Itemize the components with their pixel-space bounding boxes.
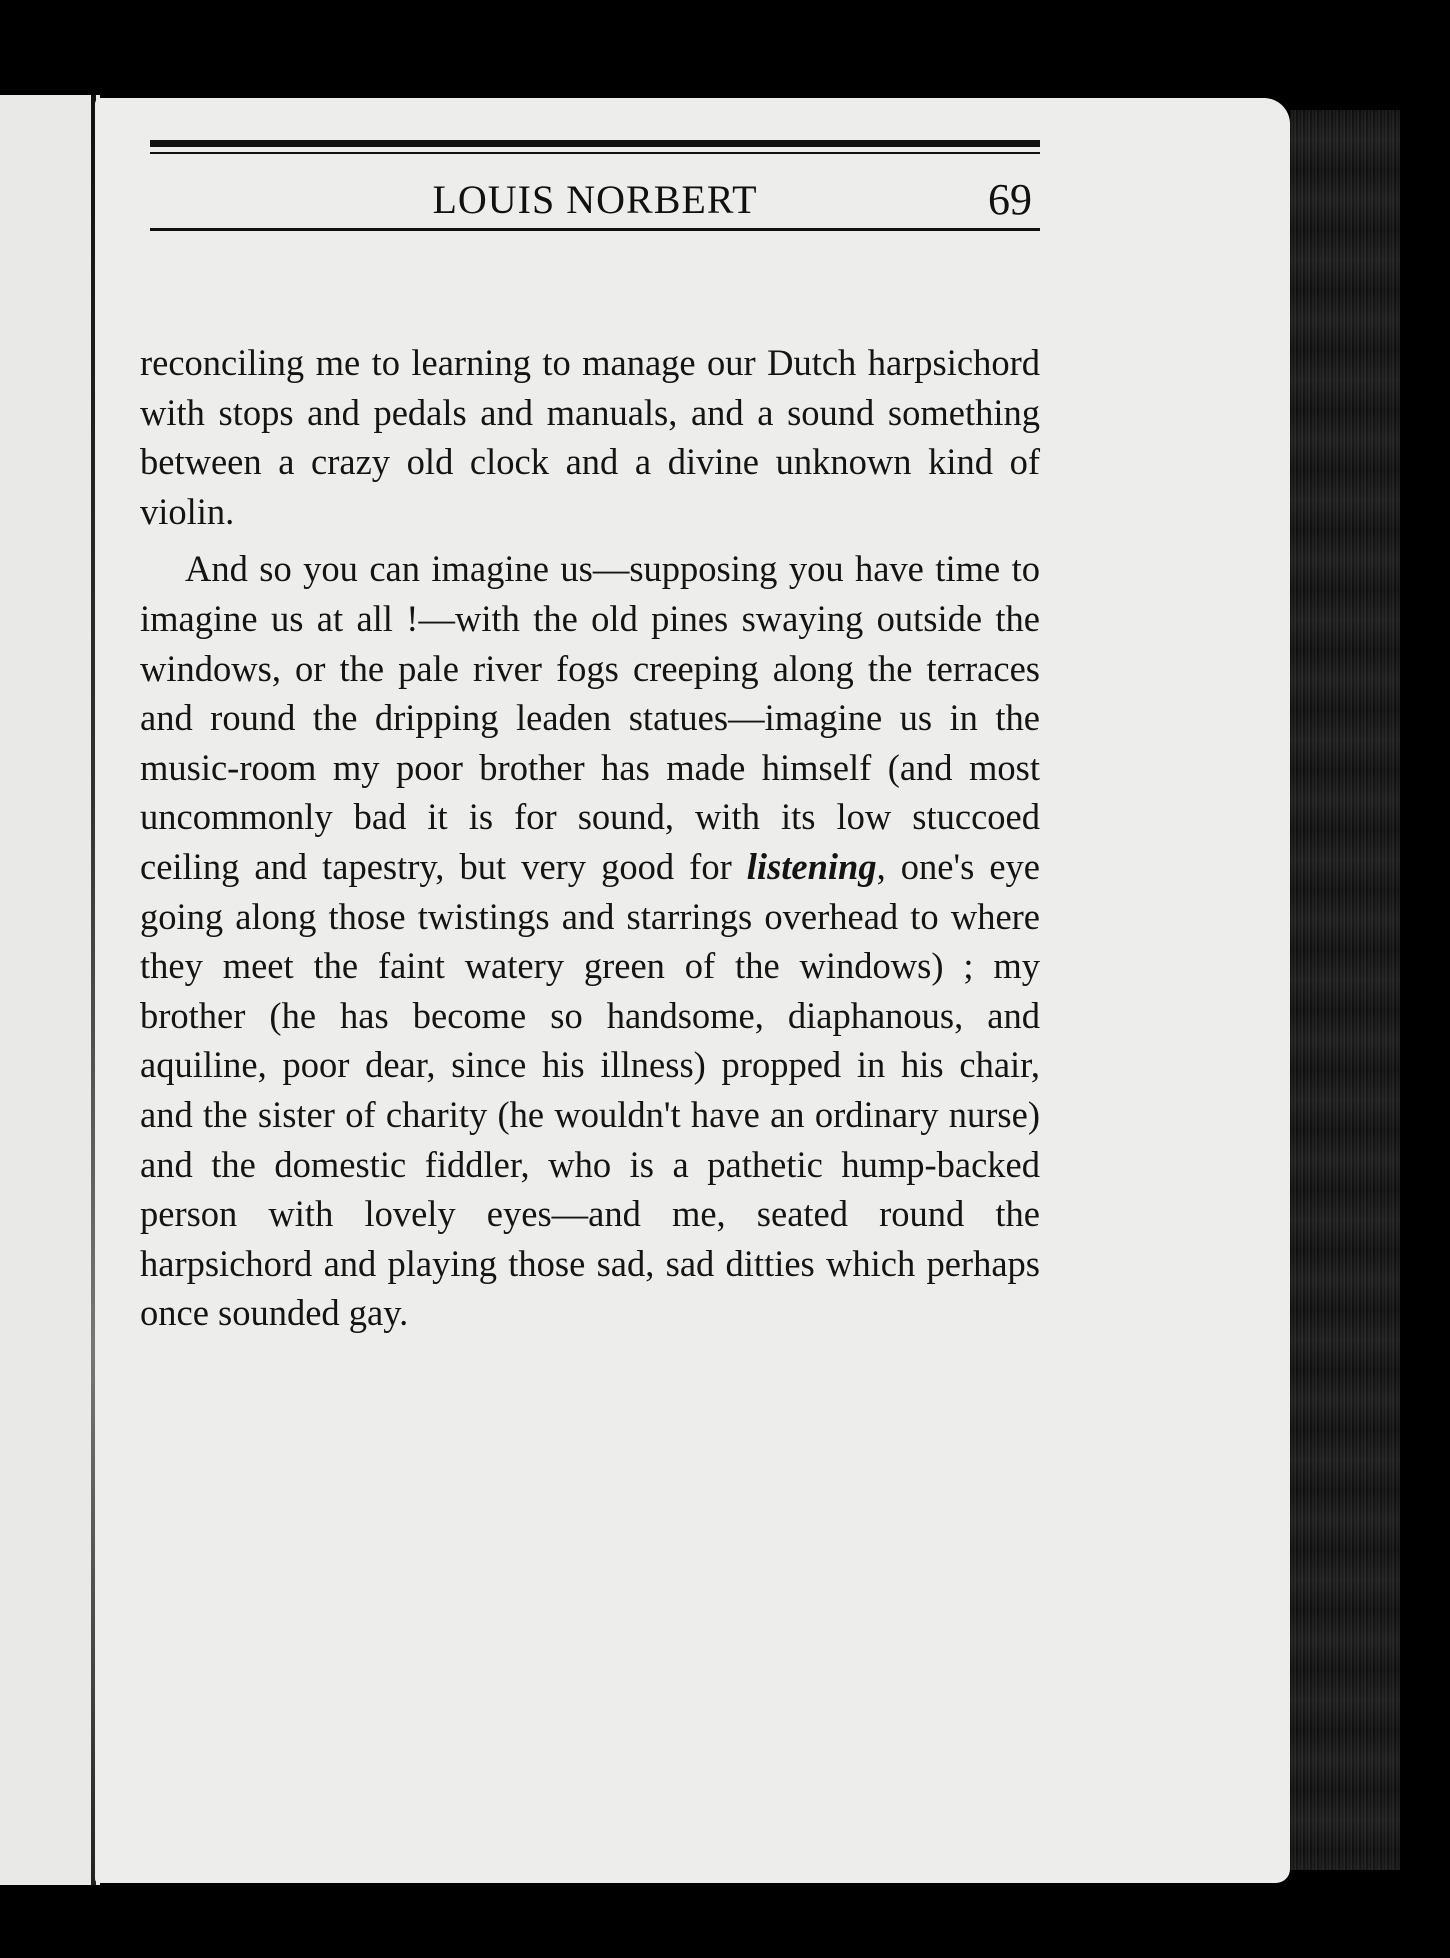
running-title: LOUIS NORBERT	[432, 177, 758, 222]
paragraph-2-part-2: , one's eye going along those twistings and starrings overhead to where they meet the faint watery green of the windows) ; my brother (he has become so handsome, diaphanous, and aquiline, poor dear, since his illness) propped in his chair, and the sister of charity (he wouldn't have an ordinary nurse) and the domestic fiddler, who is a pathetic hump-backed person with lovely eyes—and me, seated round the harpsichord and playing those sad, sad ditties which perhaps once sounded gay.	[140, 845, 1040, 1334]
paragraph-2	[140, 544, 1040, 1338]
body-text	[140, 338, 1040, 1338]
page-block-edges	[1290, 110, 1400, 1870]
paragraph-2-part-1: And so you can imagine us—supposing you have time to imagine us at all !—with the old pines swaying outside the windows, or the pale river fogs creeping along the terraces and round the dripping leaden statues—imagine us in the music-room my poor brother has made himself (and most uncommonly bad it is for sound, with its low stuccoed ceiling and tapestry, but very good for	[140, 548, 1040, 887]
page-number: 69	[988, 175, 1032, 224]
paragraph-1: reconciling me to learning to manage our Dutch harpsichord with stops and pedals and manuals, and a sound something between a crazy old clock and a divine unknown kind of violin.	[140, 342, 1040, 532]
header-rule-thin	[150, 152, 1040, 154]
page-header	[150, 140, 1040, 231]
running-head	[150, 170, 1040, 228]
header-underline	[150, 228, 1040, 231]
header-rule-thick	[150, 140, 1040, 147]
italic-word-listening: listening	[746, 845, 877, 887]
facing-page-edge	[0, 95, 100, 1885]
